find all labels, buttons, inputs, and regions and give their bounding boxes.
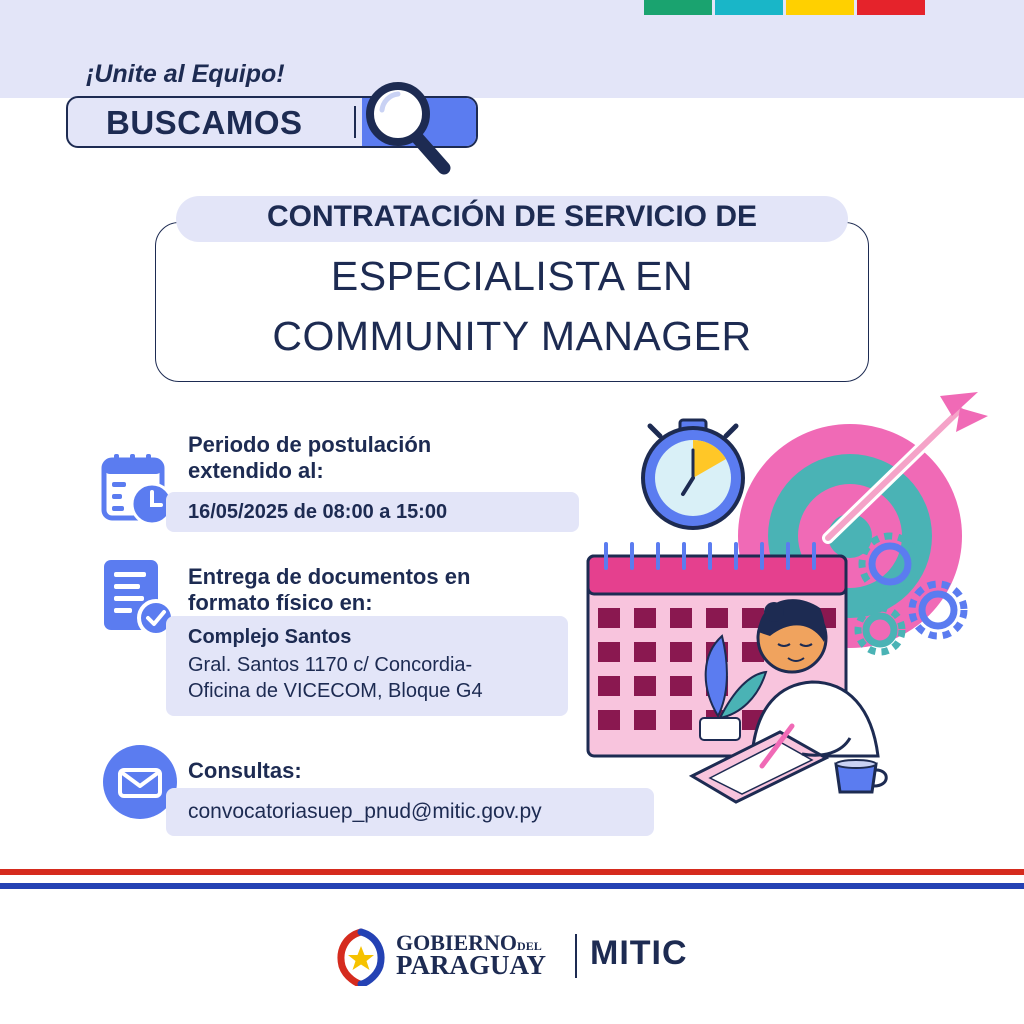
job-title-line-2: COMMUNITY MANAGER [272, 313, 752, 359]
brand-bar-yellow [786, 0, 854, 15]
period-label-line-1: Periodo de postulación [188, 432, 432, 457]
contact-email[interactable]: convocatoriasuep_pnud@mitic.gov.py [188, 800, 542, 823]
job-title-line-1: ESPECIALISTA EN [330, 253, 694, 299]
gov-name-gobierno: GOBIERNO [396, 930, 518, 955]
cup-icon [836, 760, 886, 792]
period-value: 16/05/2025 de 08:00 a 15:00 [188, 501, 448, 523]
gov-name-del: DEL [517, 939, 542, 953]
search-divider [354, 106, 356, 138]
agency-logo: MITIC [590, 934, 688, 972]
title-top: CONTRATACIÓN DE SERVICIO DE [266, 200, 758, 233]
delivery-label [188, 564, 470, 616]
job-title [155, 250, 869, 362]
brand-bar-green [644, 0, 712, 15]
paraguay-emblem-icon [332, 928, 390, 986]
period-label [188, 432, 431, 484]
illustration [580, 386, 1000, 806]
gov-name-line-2: PARAGUAY [396, 950, 547, 980]
flag-stripe-red [0, 869, 1024, 875]
delivery-address-1: Gral. Santos 1170 c/ Concordia- [188, 654, 473, 676]
flag-stripe-blue [0, 883, 1024, 889]
delivery-label-line-1: Entrega de documentos en [188, 564, 471, 589]
period-label-line-2: extendido al: [188, 458, 324, 483]
footer-divider [575, 934, 577, 978]
calendar-clock-icon [100, 452, 176, 528]
delivery-address-2: Oficina de VICECOM, Bloque G4 [188, 680, 483, 702]
delivery-label-line-2: formato físico en: [188, 590, 373, 615]
contact-label: Consultas: [188, 758, 302, 783]
tagline: ¡Unite al Equipo! [86, 60, 285, 88]
magnifier-icon [362, 78, 458, 178]
stopwatch-icon [643, 420, 743, 528]
brand-bar-cyan [715, 0, 783, 15]
search-label: BUSCAMOS [106, 104, 303, 141]
brand-bar-red [857, 0, 925, 15]
document-check-icon [100, 556, 176, 638]
delivery-place: Complejo Santos [188, 626, 352, 648]
